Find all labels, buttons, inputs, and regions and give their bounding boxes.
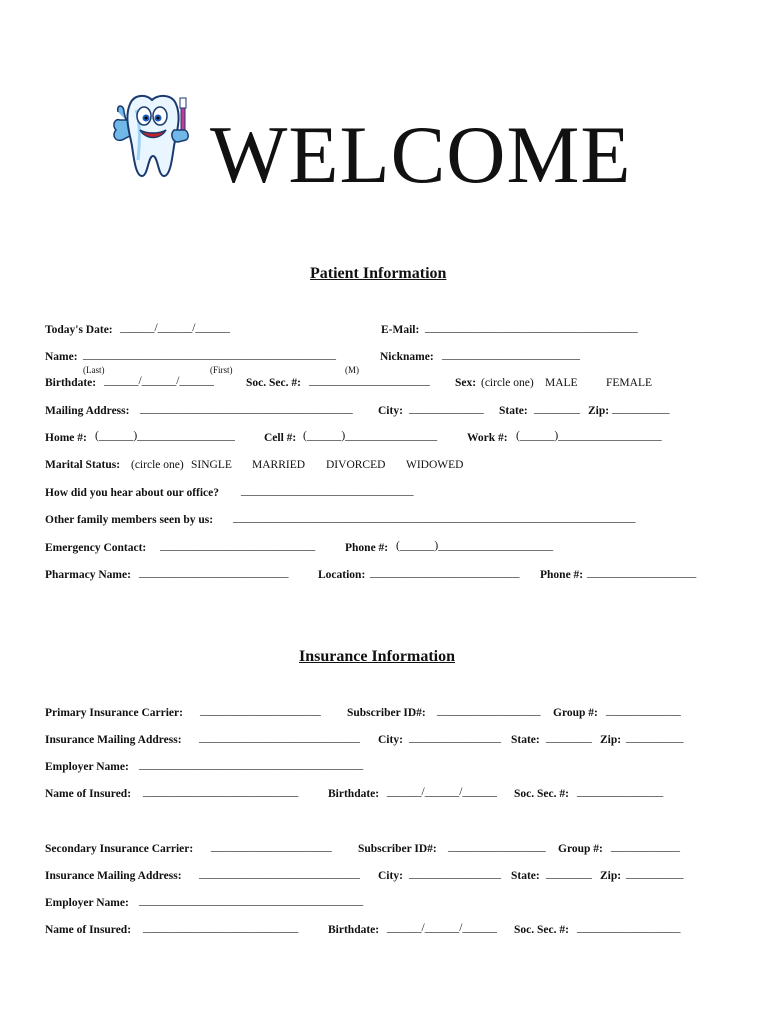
secondary-birthdate-label: Birthdate: bbox=[328, 924, 380, 936]
pharmacy-name-label: Pharmacy Name: bbox=[45, 569, 131, 581]
first-name-hint: (First) bbox=[210, 365, 233, 375]
emergency-phone-field[interactable]: (______)____________________ bbox=[396, 540, 554, 552]
primary-address-label: Insurance Mailing Address: bbox=[45, 734, 182, 746]
marital-status-label: Marital Status: bbox=[45, 459, 121, 471]
todays-date-field[interactable]: ______/______/______ bbox=[120, 322, 230, 334]
mailing-address-label: Mailing Address: bbox=[45, 405, 130, 417]
secondary-carrier-label: Secondary Insurance Carrier: bbox=[45, 843, 194, 855]
city-field[interactable]: _____________ bbox=[409, 403, 484, 415]
primary-group-field[interactable]: _____________ bbox=[606, 705, 681, 717]
secondary-address-label: Insurance Mailing Address: bbox=[45, 870, 182, 882]
emergency-contact-field[interactable]: ___________________________ bbox=[160, 540, 316, 552]
sex-hint: (circle one) bbox=[481, 377, 534, 389]
primary-insured-field[interactable]: ___________________________ bbox=[143, 786, 299, 798]
secondary-carrier-field[interactable]: _____________________ bbox=[211, 841, 332, 853]
pharmacy-location-field[interactable]: __________________________ bbox=[370, 567, 520, 579]
primary-state-field[interactable]: ________ bbox=[546, 732, 592, 744]
secondary-state-label: State: bbox=[511, 870, 540, 882]
secondary-state-field[interactable]: ________ bbox=[546, 868, 592, 880]
zip-label: Zip: bbox=[588, 405, 610, 417]
secondary-subscriber-field[interactable]: _________________ bbox=[448, 841, 546, 853]
secondary-employer-field[interactable]: _______________________________________ bbox=[139, 895, 364, 907]
primary-birthdate-label: Birthdate: bbox=[328, 788, 380, 800]
marital-option-single[interactable]: SINGLE bbox=[191, 459, 232, 471]
nickname-field[interactable]: ________________________ bbox=[442, 349, 580, 361]
primary-employer-label: Employer Name: bbox=[45, 761, 129, 773]
pharmacy-phone-field[interactable]: ___________________ bbox=[587, 567, 697, 579]
secondary-insured-field[interactable]: ___________________________ bbox=[143, 922, 299, 934]
name-field[interactable]: ____________________________________________ bbox=[83, 349, 336, 361]
marital-option-widowed[interactable]: WIDOWED bbox=[406, 459, 464, 471]
primary-zip-field[interactable]: __________ bbox=[626, 732, 684, 744]
ssn-field[interactable]: _____________________ bbox=[309, 375, 430, 387]
secondary-ssn-field[interactable]: __________________ bbox=[577, 922, 681, 934]
primary-city-field[interactable]: ________________ bbox=[409, 732, 501, 744]
referral-source-label: How did you hear about our office? bbox=[45, 487, 220, 499]
cell-phone-label: Cell #: bbox=[264, 432, 297, 444]
secondary-city-field[interactable]: ________________ bbox=[409, 868, 501, 880]
name-label: Name: bbox=[45, 351, 78, 363]
primary-city-label: City: bbox=[378, 734, 403, 746]
home-phone-label: Home #: bbox=[45, 432, 87, 444]
secondary-group-field[interactable]: ____________ bbox=[611, 841, 680, 853]
secondary-zip-label: Zip: bbox=[600, 870, 622, 882]
birthdate-field[interactable]: ______/______/______ bbox=[104, 375, 214, 387]
primary-group-label: Group #: bbox=[553, 707, 598, 719]
emergency-contact-label: Emergency Contact: bbox=[45, 542, 147, 554]
primary-zip-label: Zip: bbox=[600, 734, 622, 746]
secondary-zip-field[interactable]: __________ bbox=[626, 868, 684, 880]
cell-phone-field[interactable]: (______)________________ bbox=[303, 430, 438, 442]
referral-source-field[interactable]: ______________________________ bbox=[241, 485, 414, 497]
secondary-birthdate-field[interactable]: ______/______/______ bbox=[387, 922, 497, 934]
secondary-address-field[interactable]: ____________________________ bbox=[199, 868, 360, 880]
family-members-field[interactable]: ______________________________________________________________________ bbox=[233, 512, 636, 524]
primary-carrier-field[interactable]: _____________________ bbox=[200, 705, 321, 717]
email-label: E-Mail: bbox=[381, 324, 420, 336]
city-label: City: bbox=[378, 405, 403, 417]
ssn-label: Soc. Sec. #: bbox=[246, 377, 301, 389]
home-phone-field[interactable]: (______)_________________ bbox=[95, 430, 235, 442]
pharmacy-phone-label: Phone #: bbox=[540, 569, 584, 581]
secondary-group-label: Group #: bbox=[558, 843, 603, 855]
secondary-employer-label: Employer Name: bbox=[45, 897, 129, 909]
insurance-info-heading: Insurance Information bbox=[299, 648, 456, 665]
page-title: WELCOME bbox=[210, 109, 632, 200]
marital-status-hint: (circle one) bbox=[131, 459, 184, 471]
primary-carrier-label: Primary Insurance Carrier: bbox=[45, 707, 183, 719]
sex-option-female[interactable]: FEMALE bbox=[606, 377, 652, 389]
emergency-phone-label: Phone #: bbox=[345, 542, 389, 554]
last-name-hint: (Last) bbox=[83, 365, 105, 375]
pharmacy-location-label: Location: bbox=[318, 569, 366, 581]
tooth-mascot-icon bbox=[106, 90, 206, 182]
primary-insured-label: Name of Insured: bbox=[45, 788, 132, 800]
birthdate-label: Birthdate: bbox=[45, 377, 97, 389]
sex-label: Sex: bbox=[455, 377, 477, 389]
mailing-address-field[interactable]: _____________________________________ bbox=[140, 403, 353, 415]
email-field[interactable]: _____________________________________ bbox=[425, 322, 638, 334]
state-label: State: bbox=[499, 405, 528, 417]
primary-birthdate-field[interactable]: ______/______/______ bbox=[387, 786, 497, 798]
nickname-label: Nickname: bbox=[380, 351, 434, 363]
secondary-insured-label: Name of Insured: bbox=[45, 924, 132, 936]
primary-ssn-field[interactable]: _______________ bbox=[577, 786, 664, 798]
work-phone-label: Work #: bbox=[467, 432, 508, 444]
state-field[interactable]: ________ bbox=[534, 403, 580, 415]
primary-employer-field[interactable]: _______________________________________ bbox=[139, 759, 364, 771]
work-phone-field[interactable]: (______)__________________ bbox=[516, 430, 662, 442]
zip-field[interactable]: __________ bbox=[612, 403, 670, 415]
primary-ssn-label: Soc. Sec. #: bbox=[514, 788, 569, 800]
primary-state-label: State: bbox=[511, 734, 540, 746]
family-members-label: Other family members seen by us: bbox=[45, 514, 214, 526]
sex-option-male[interactable]: MALE bbox=[545, 377, 578, 389]
patient-info-heading: Patient Information bbox=[310, 265, 447, 282]
marital-option-married[interactable]: MARRIED bbox=[252, 459, 306, 471]
todays-date-label: Today's Date: bbox=[45, 324, 113, 336]
middle-initial-hint: (M) bbox=[345, 365, 359, 375]
secondary-ssn-label: Soc. Sec. #: bbox=[514, 924, 569, 936]
secondary-city-label: City: bbox=[378, 870, 403, 882]
marital-option-divorced[interactable]: DIVORCED bbox=[326, 459, 386, 471]
secondary-subscriber-label: Subscriber ID#: bbox=[358, 843, 437, 855]
primary-subscriber-label: Subscriber ID#: bbox=[347, 707, 426, 719]
pharmacy-name-field[interactable]: __________________________ bbox=[139, 567, 289, 579]
primary-subscriber-field[interactable]: __________________ bbox=[437, 705, 541, 717]
primary-address-field[interactable]: ____________________________ bbox=[199, 732, 360, 744]
